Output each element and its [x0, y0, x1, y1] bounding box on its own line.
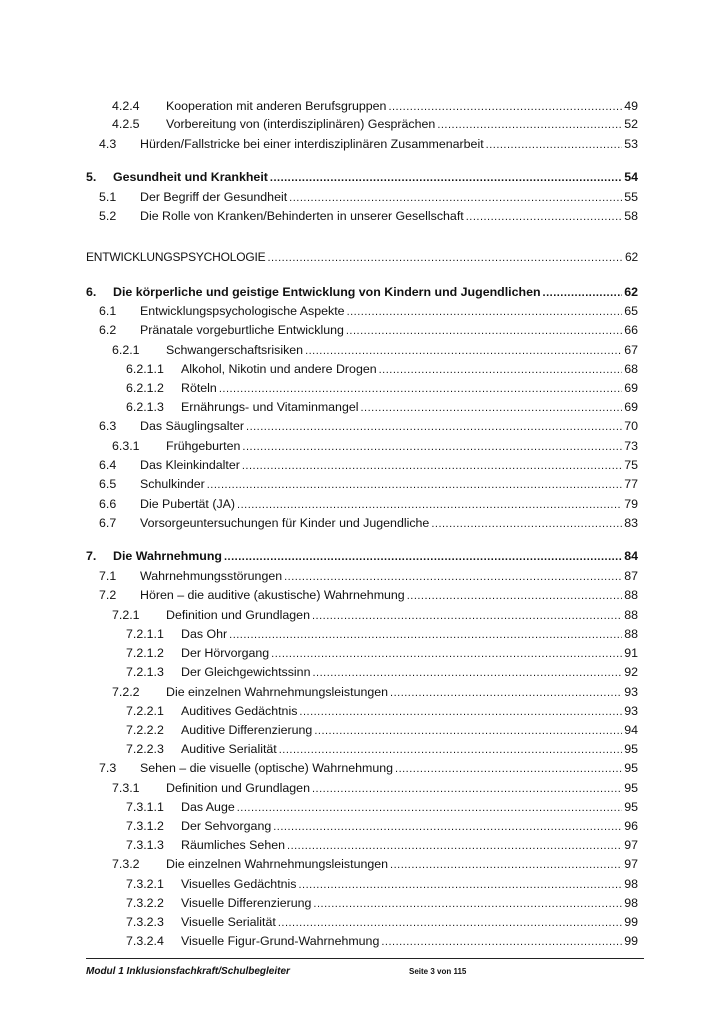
toc-entry-title: Röteln — [181, 381, 217, 395]
toc-entry-page: 68 — [624, 362, 638, 376]
toc-entry[interactable] — [0, 114, 724, 134]
toc-entry-title: Schwangerschaftsrisiken — [166, 343, 304, 357]
toc-entry-number: 7.2.1.1 — [126, 627, 164, 641]
toc-entry[interactable] — [0, 701, 724, 721]
toc-dot-leader — [313, 894, 622, 914]
toc-entry-title: Frühgeburten — [166, 439, 241, 453]
toc-entry[interactable] — [0, 474, 724, 494]
toc-entry-title: Ernährungs- und Vitaminmangel — [181, 400, 359, 414]
toc-entry[interactable] — [0, 416, 724, 436]
toc-entry-title: Alkohol, Nikotin und andere Drogen — [181, 362, 377, 376]
toc-entry-title: Visuelle Serialität — [181, 915, 276, 929]
toc-entry-number: 5. — [86, 170, 97, 184]
toc-entry[interactable] — [0, 854, 724, 874]
toc-entry-title: Die Pubertät (JA) — [140, 497, 236, 511]
toc-entry-page: 58 — [624, 209, 638, 223]
toc-entry[interactable] — [0, 682, 724, 702]
toc-entry-page: 88 — [624, 627, 638, 641]
toc-entry-title: Die körperliche und geistige Entwicklung von Kindern und Jugendlichen — [113, 285, 541, 299]
toc-dot-leader — [299, 875, 623, 895]
toc-dot-leader — [312, 779, 622, 799]
toc-entry-page: 88 — [624, 608, 638, 622]
footer-page-number: Seite 3 von 115 — [409, 967, 467, 976]
toc-entry-number: 7.2 — [99, 588, 117, 602]
toc-entry-number: 7. — [86, 549, 97, 563]
toc-entry-page: 99 — [624, 915, 638, 929]
toc-entry-title: Entwicklungspsychologische Aspekte — [140, 304, 345, 318]
toc-entry-number: 7.2.2 — [112, 685, 140, 699]
toc-entry-title: Der Sehvorgang — [181, 819, 272, 833]
toc-entry-number: 7.3.1.2 — [126, 819, 164, 833]
toc-entry-title: Auditive Differenzierung — [181, 723, 313, 737]
toc-entry-page: 70 — [624, 419, 638, 433]
toc-dot-leader — [273, 817, 622, 837]
toc-entry-page: 94 — [624, 723, 638, 737]
toc-dot-leader — [270, 168, 622, 188]
toc-entry-number: 6.2.1.3 — [126, 400, 164, 414]
toc-dot-leader — [287, 836, 622, 856]
toc-entry[interactable] — [0, 874, 724, 894]
toc-entry[interactable] — [0, 912, 724, 932]
toc-dot-leader — [299, 702, 622, 722]
toc-entry[interactable] — [0, 96, 724, 116]
toc-entry-page: 65 — [624, 304, 638, 318]
toc-entry[interactable] — [0, 797, 724, 817]
toc-entry-page: 97 — [624, 857, 638, 871]
toc-entry[interactable] — [0, 320, 724, 340]
toc-dot-leader — [381, 932, 622, 952]
toc-dot-leader — [267, 248, 623, 268]
toc-entry[interactable] — [0, 282, 724, 302]
toc-entry-title: Auditives Gedächtnis — [181, 704, 298, 718]
toc-entry-number: 5.2 — [99, 209, 117, 223]
toc-entry-page: 79 — [624, 497, 638, 511]
toc-dot-leader — [347, 302, 623, 322]
toc-entry-page: 93 — [624, 704, 638, 718]
toc-entry-number: 6. — [86, 285, 97, 299]
toc-entry[interactable] — [0, 585, 724, 605]
toc-dot-leader — [242, 437, 622, 457]
toc-entry-title: Visuelles Gedächtnis — [181, 877, 297, 891]
toc-entry-title: Der Gleichgewichtssinn — [181, 665, 311, 679]
toc-entry-page: 83 — [624, 516, 638, 530]
toc-entry-number: 5.1 — [99, 190, 117, 204]
toc-entry-page: 91 — [624, 646, 638, 660]
toc-entry-page: 73 — [624, 439, 638, 453]
toc-entry-title: Visuelle Differenzierung — [181, 896, 312, 910]
toc-entry[interactable] — [0, 134, 724, 154]
toc-entry[interactable] — [0, 247, 724, 267]
toc-entry-number: 7.3.2.2 — [126, 896, 164, 910]
toc-entry[interactable] — [0, 739, 724, 759]
toc-dot-leader — [390, 855, 622, 875]
toc-dot-leader — [314, 721, 622, 741]
toc-dot-leader — [407, 586, 623, 606]
toc-entry-title: Vorbereitung von (interdisziplinären) Gesprächen — [166, 117, 436, 131]
toc-entry-page: 93 — [624, 685, 638, 699]
toc-dot-leader — [312, 606, 622, 626]
toc-entry[interactable] — [0, 187, 724, 207]
toc-entry-title: Definition und Grundlagen — [166, 781, 310, 795]
toc-entry-number: 6.3.1 — [112, 439, 140, 453]
toc-entry[interactable] — [0, 758, 724, 778]
toc-dot-leader — [543, 283, 623, 303]
toc-entry-number: 7.3 — [99, 761, 117, 775]
toc-entry-page: 95 — [624, 800, 638, 814]
toc-entry[interactable] — [0, 893, 724, 913]
toc-entry-title: Pränatale vorgeburtliche Entwicklung — [140, 323, 344, 337]
toc-entry-page: 84 — [624, 549, 638, 563]
toc-entry[interactable] — [0, 436, 724, 456]
toc-entry-title: Der Hörvorgang — [181, 646, 270, 660]
toc-entry-title: Das Ohr — [181, 627, 228, 641]
toc-dot-leader — [395, 759, 622, 779]
toc-entry-page: 95 — [624, 761, 638, 775]
toc-entry-page: 53 — [624, 137, 638, 151]
toc-entry-number: 7.2.1 — [112, 608, 140, 622]
toc-entry-number: 6.2.1.1 — [126, 362, 164, 376]
toc-entry[interactable] — [0, 206, 724, 226]
toc-entry[interactable] — [0, 378, 724, 398]
toc-entry-page: 77 — [624, 477, 638, 491]
toc-entry-page: 75 — [624, 458, 638, 472]
toc-entry-page: 52 — [624, 117, 638, 131]
toc-entry[interactable] — [0, 816, 724, 836]
toc-entry-number: 6.7 — [99, 516, 117, 530]
toc-entry-title: Das Auge — [181, 800, 235, 814]
toc-entry-title: Definition und Grundlagen — [166, 608, 310, 622]
toc-entry-page: 95 — [624, 742, 638, 756]
toc-entry-page: 98 — [624, 877, 638, 891]
toc-entry-number: 7.3.2.3 — [126, 915, 164, 929]
toc-entry[interactable] — [0, 546, 724, 566]
toc-dot-leader — [279, 740, 622, 760]
toc-entry-page: 99 — [624, 934, 638, 948]
toc-entry-number: 7.3.2.4 — [126, 934, 164, 948]
toc-entry-title: Das Kleinkindalter — [140, 458, 240, 472]
toc-entry-page: 95 — [624, 781, 638, 795]
toc-entry-title: Die Wahrnehmung — [113, 549, 222, 563]
footer-divider — [86, 958, 644, 959]
toc-entry-number: 6.3 — [99, 419, 117, 433]
toc-entry-number: 6.5 — [99, 477, 117, 491]
toc-entry-number: 4.3 — [99, 137, 117, 151]
toc-dot-leader — [246, 417, 622, 437]
toc-entry-page: 55 — [624, 190, 638, 204]
toc-entry[interactable] — [0, 778, 724, 798]
toc-entry[interactable] — [0, 662, 724, 682]
toc-dot-leader — [207, 475, 622, 495]
toc-entry-title: Vorsorgeuntersuchungen für Kinder und Jugendliche — [140, 516, 430, 530]
toc-entry-number: 4.2.5 — [112, 117, 140, 131]
toc-dot-leader — [271, 644, 622, 664]
toc-entry-page: 88 — [624, 588, 638, 602]
toc-entry-title: Wahrnehmungsstörungen — [140, 569, 283, 583]
toc-entry-title: ENTWICKLUNGSPSYCHOLOGIE — [86, 250, 266, 264]
toc-entry-title: Die einzelnen Wahrnehmungsleistungen — [166, 685, 389, 699]
toc-dot-leader — [305, 341, 622, 361]
toc-dot-leader — [360, 398, 622, 418]
toc-entry-number: 7.3.2 — [112, 857, 140, 871]
toc-dot-leader — [237, 798, 622, 818]
footer-module-title: Modul 1 Inklusionsfachkraft/Schulbegleiter — [86, 966, 290, 977]
toc-dot-leader — [278, 913, 622, 933]
toc-entry-title: Der Begriff der Gesundheit — [140, 190, 288, 204]
toc-dot-leader — [289, 188, 622, 208]
toc-entry-page: 67 — [624, 343, 638, 357]
toc-entry-page: 87 — [624, 569, 638, 583]
toc-dot-leader — [379, 360, 623, 380]
toc-entry-number: 7.3.2.1 — [126, 877, 164, 891]
toc-entry-title: Sehen – die visuelle (optische) Wahrnehmung — [140, 761, 394, 775]
toc-entry[interactable] — [0, 605, 724, 625]
toc-entry-title: Das Säuglingsalter — [140, 419, 245, 433]
toc-entry-number: 4.2.4 — [112, 99, 140, 113]
toc-dot-leader — [437, 115, 622, 135]
toc-entry-title: Schulkinder — [140, 477, 205, 491]
toc-dot-leader — [466, 207, 622, 227]
toc-entry[interactable] — [0, 340, 724, 360]
toc-entry[interactable] — [0, 455, 724, 475]
toc-entry-page: 54 — [624, 170, 638, 184]
toc-entry[interactable] — [0, 931, 724, 951]
toc-entry-title: Auditive Serialität — [181, 742, 277, 756]
toc-dot-leader — [346, 321, 622, 341]
toc-entry[interactable] — [0, 397, 724, 417]
toc-dot-leader — [237, 495, 622, 515]
toc-dot-leader — [486, 135, 623, 155]
toc-entry[interactable] — [0, 835, 724, 855]
toc-entry-page: 97 — [624, 838, 638, 852]
toc-entry-page: 98 — [624, 896, 638, 910]
toc-entry-page: 62 — [625, 250, 638, 264]
toc-entry-number: 7.3.1.3 — [126, 838, 164, 852]
toc-entry-page: 92 — [624, 665, 638, 679]
toc-entry[interactable] — [0, 167, 724, 187]
toc-entry-page: 69 — [624, 381, 638, 395]
toc-entry[interactable] — [0, 643, 724, 663]
toc-entry-number: 7.2.2.2 — [126, 723, 164, 737]
toc-entry-number: 7.3.1.1 — [126, 800, 164, 814]
toc-dot-leader — [284, 567, 622, 587]
toc-entry-number: 6.6 — [99, 497, 117, 511]
toc-entry[interactable] — [0, 359, 724, 379]
toc-entry-title: Hürden/Fallstricke bei einer interdisziplinären Zusammenarbeit — [140, 137, 484, 151]
toc-dot-leader — [224, 547, 622, 567]
toc-entry[interactable] — [0, 494, 724, 514]
toc-dot-leader — [219, 379, 622, 399]
toc-entry-title: Gesundheit und Krankheit — [113, 170, 268, 184]
toc-entry[interactable] — [0, 513, 724, 533]
toc-entry-page: 49 — [624, 99, 638, 113]
toc-entry-title: Räumliches Sehen — [181, 838, 286, 852]
toc-dot-leader — [431, 514, 622, 534]
toc-entry-number: 7.3.1 — [112, 781, 140, 795]
toc-entry-title: Kooperation mit anderen Berufsgruppen — [166, 99, 387, 113]
toc-entry[interactable] — [0, 720, 724, 740]
toc-entry-page: 96 — [624, 819, 638, 833]
toc-entry-number: 6.2.1 — [112, 343, 140, 357]
toc-entry-number: 7.1 — [99, 569, 117, 583]
toc-entry-title: Die Rolle von Kranken/Behinderten in unserer Gesellschaft — [140, 209, 464, 223]
toc-entry-number: 7.2.1.2 — [126, 646, 164, 660]
toc-entry-title: Die einzelnen Wahrnehmungsleistungen — [166, 857, 389, 871]
toc-entry-title: Hören – die auditive (akustische) Wahrnehmung — [140, 588, 405, 602]
toc-entry[interactable] — [0, 624, 724, 644]
toc-entry-number: 6.2 — [99, 323, 117, 337]
toc-entry-page: 66 — [624, 323, 638, 337]
toc-entry-page: 69 — [624, 400, 638, 414]
toc-entry-number: 6.2.1.2 — [126, 381, 164, 395]
toc-entry[interactable] — [0, 301, 724, 321]
toc-entry-page: 62 — [624, 285, 638, 299]
toc-entry[interactable] — [0, 566, 724, 586]
toc-dot-leader — [390, 683, 622, 703]
toc-entry-number: 7.2.1.3 — [126, 665, 164, 679]
toc-entry-number: 7.2.2.1 — [126, 704, 164, 718]
toc-entry-title: Visuelle Figur-Grund-Wahrnehmung — [181, 934, 380, 948]
toc-dot-leader — [242, 456, 622, 476]
toc-entry-number: 6.1 — [99, 304, 117, 318]
toc-entry-number: 6.4 — [99, 458, 117, 472]
toc-entry-number: 7.2.2.3 — [126, 742, 164, 756]
toc-dot-leader — [229, 625, 622, 645]
toc-dot-leader — [312, 663, 622, 683]
